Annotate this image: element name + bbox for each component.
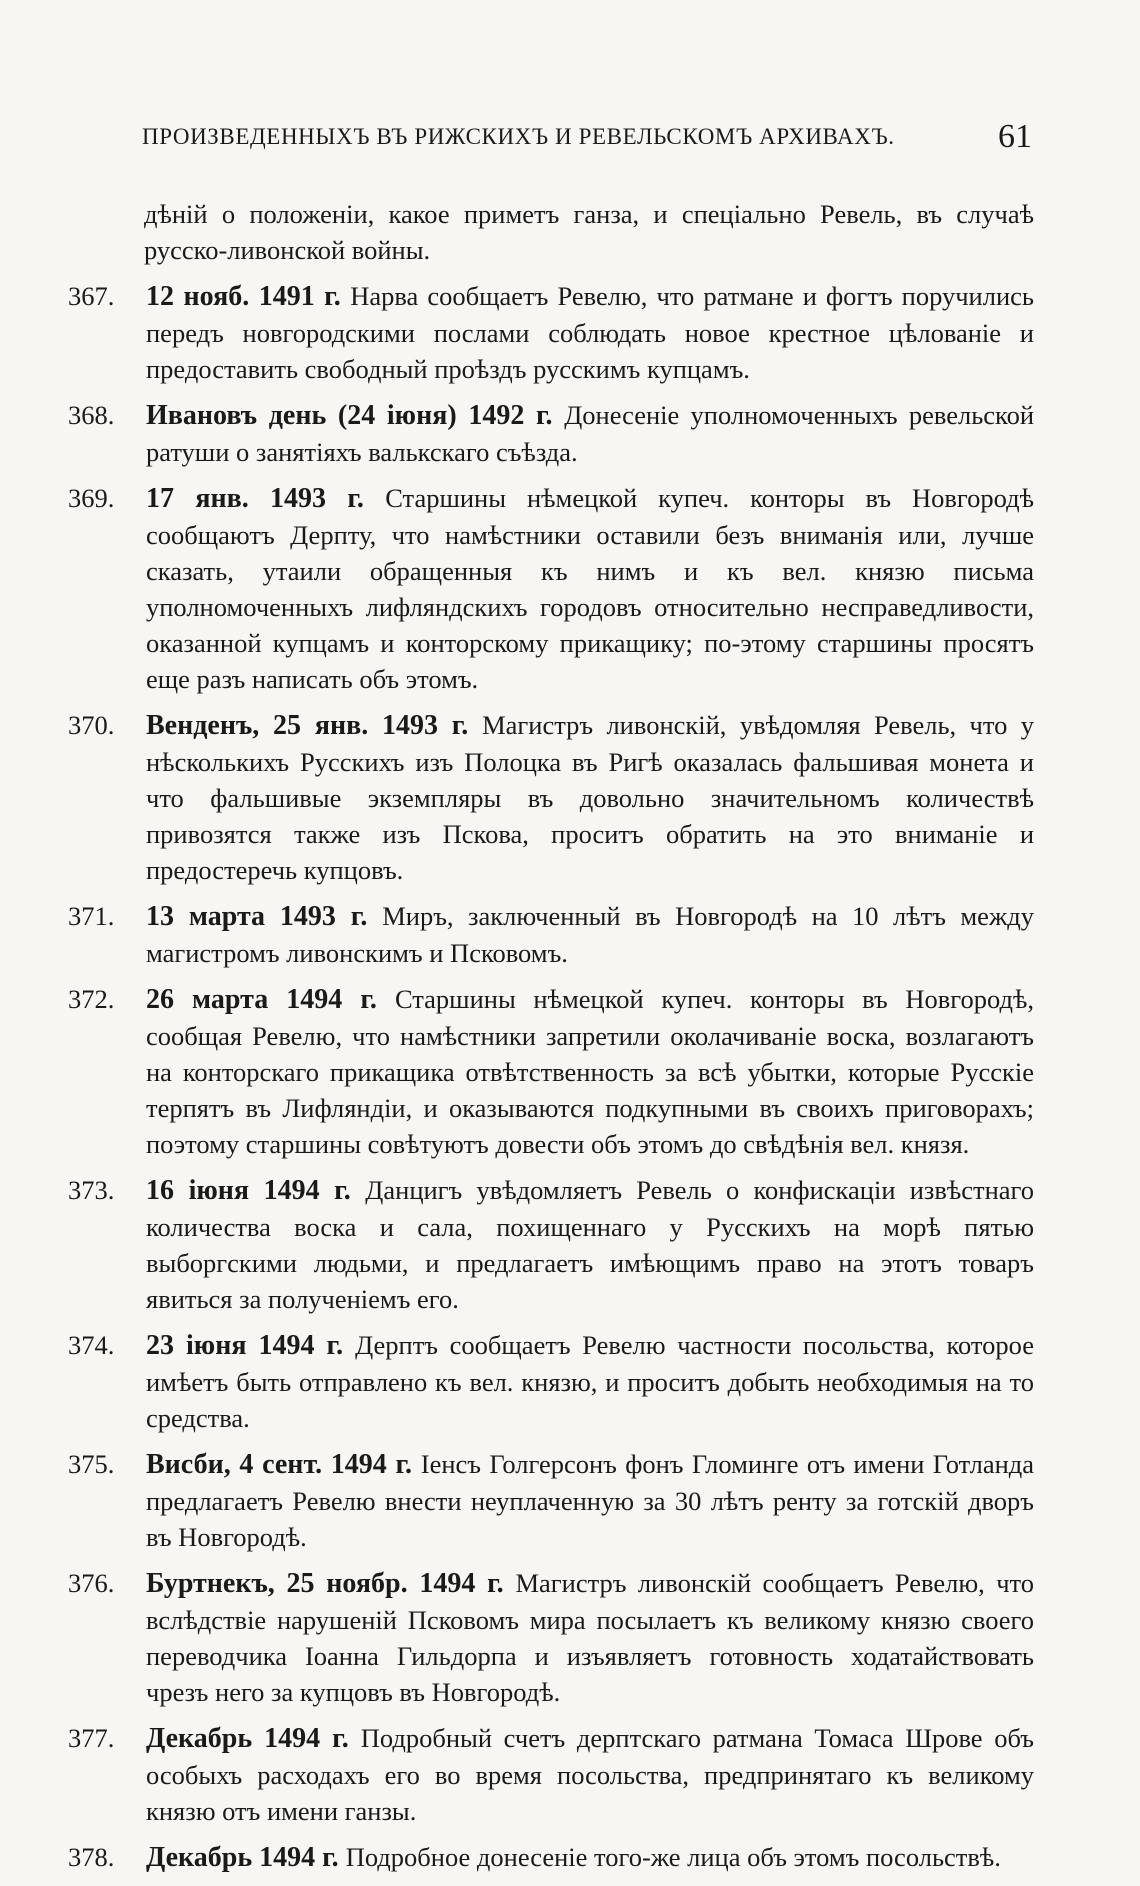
entry-367 (68, 278, 1034, 387)
entry-number: 372. (68, 984, 115, 1014)
entry-text: Нарва сообщаетъ Ревелю, что ратмане и фогтъ поручились передъ новгородскими послами соблюдать новое крестное цѣлованіе и предоставить свободный проѣздъ русскимъ купцамъ. (146, 281, 1034, 384)
page-number: 61 (998, 118, 1032, 155)
entry-text: Данцигъ увѣдомляетъ Ревель о конфискаціи извѣстнаго количества воска и сала, похищеннаго у Русскихъ на морѣ пятью выборгскими людьми, и предлагаетъ имѣющимъ право на этотъ товаръ явиться за полученіемъ его. (146, 1175, 1034, 1314)
continuation-paragraph: дѣній о положеніи, какое приметъ ганза, и спеціально Ревель, въ случаѣ русско-ливонской войны. (144, 199, 1034, 265)
entry-date: Ивановъ день (24 іюня) 1492 г. (146, 400, 565, 431)
entry-377 (68, 1720, 1034, 1829)
entry-text: Дерптъ сообщаетъ Ревелю частности посольства, которое имѣетъ быть отправлено къ вел. князю, и проситъ добыть необходимыя на то средства. (146, 1330, 1034, 1433)
entry-number: 378. (68, 1842, 115, 1872)
entry-text: Подробный счетъ дерптскаго ратмана Томаса Шрове объ особыхъ расходахъ его во время посольства, предпринятаго къ великому князю отъ имени ганзы. (146, 1723, 1034, 1826)
entry-369 (68, 480, 1034, 697)
running-head (142, 118, 1032, 158)
entry-text: Старшины нѣмецкой купеч. конторы въ Новгородѣ, сообщая Ревелю, что намѣстники запретили околачиваніе воска, возлагаютъ на конторскаго прикащика отвѣтственность за всѣ убытки, которые Русскіе терпятъ въ Лифляндіи, и оказываются подкупными въ своихъ приговорахъ; поэтому старшины совѣтуютъ довести объ этомъ до свѣдѣнія вел. князя. (146, 984, 1034, 1159)
entry-373 (68, 1172, 1034, 1317)
entry-374 (68, 1327, 1034, 1436)
entry-date: 13 марта 1493 г. (146, 901, 383, 932)
entry-376 (68, 1565, 1035, 1710)
entry-text: Старшины нѣмецкой купеч. конторы въ Новгородѣ сообщаютъ Дерпту, что намѣстники оставили безъ вниманія или, лучше сказать, утаили обращенныя къ нимъ и къ вел. князю письма уполномоченныхъ лифляндскихъ городовъ относительно несправедливости, оказанной купцамъ и конторскому прикащику; по-этому старшины просятъ еще разъ написать объ этомъ. (146, 483, 1034, 694)
entry-date: Декабрь 1494 г. (146, 1723, 361, 1754)
entry-date: Венденъ, 25 янв. 1493 г. (146, 710, 483, 741)
entry-number: 370. (68, 710, 115, 740)
entry-371 (68, 898, 1034, 971)
entry-378 (68, 1839, 1034, 1876)
entry-number: 369. (68, 483, 115, 513)
entry-number: 376. (68, 1568, 115, 1598)
entry-372 (68, 981, 1034, 1162)
entry-date: 17 янв. 1493 г. (146, 483, 386, 514)
entry-text: Миръ, заключенный въ Новгородѣ на 10 лѣтъ между магистромъ ливонскимъ и Псковомъ. (146, 901, 1034, 968)
entry-375 (68, 1446, 1035, 1555)
entry-number: 375. (68, 1449, 115, 1479)
entry-text: Іенсъ Голгерсонъ фонъ Гломинге отъ имени Готланда предлагаетъ Ревелю внести неуплаченную за 30 лѣтъ ренту за готскій дворъ въ Новгородѣ. (146, 1449, 1035, 1552)
entry-date: Буртнекъ, 25 ноябр. 1494 г. (146, 1568, 516, 1599)
entry-number: 377. (68, 1723, 115, 1753)
running-title: ПРОИЗВЕДЕННЫХЪ ВЪ РИЖСКИХЪ И РЕВЕЛЬСКОМЪ АРХИВАХЪ. (142, 124, 895, 149)
entry-number: 374. (68, 1330, 115, 1360)
entry-number: 367. (68, 281, 115, 311)
entry-number: 368. (68, 400, 115, 430)
entry-number: 373. (68, 1175, 115, 1205)
entry-text: Магистръ ливонскій сообщаетъ Ревелю, что вслѣдствіе нарушеній Псковомъ мира посылаетъ къ великому князю своего переводчика Іоанна Гильдорпа и изъявляетъ готовность ходатайствовать чрезъ него за купцовъ въ Новгородѣ. (146, 1568, 1035, 1707)
entry-370 (68, 707, 1035, 888)
entry-number: 371. (68, 901, 115, 931)
page-body (68, 196, 1035, 1886)
entry-date: Висби, 4 сент. 1494 г. (146, 1449, 421, 1480)
entry-date: 12 нояб. 1491 г. (146, 281, 351, 312)
entry-date: 26 марта 1494 г. (146, 984, 395, 1015)
entry-date: 16 іюня 1494 г. (146, 1175, 366, 1206)
entry-368 (68, 397, 1035, 470)
entry-date: 23 іюня 1494 г. (146, 1330, 356, 1361)
entry-text: Магистръ ливонскій, увѣдомляя Ревель, что у нѣсколькихъ Русскихъ изъ Полоцка въ Ригѣ оказалась фальшивая монета и что фальшивые экземпляры въ довольно значительномъ количествѣ привозятся также изъ Пскова, проситъ обратить на это вниманіе и предостеречь купцовъ. (146, 710, 1035, 885)
entry-date: Декабрь 1494 г. (146, 1842, 346, 1873)
entry-text: Подробное донесеніе того-же лица объ этомъ посольствѣ. (345, 1842, 1001, 1872)
entry-text: Донесеніе уполномоченныхъ ревельской ратуши о занятіяхъ валькскаго съѣзда. (146, 400, 1035, 467)
